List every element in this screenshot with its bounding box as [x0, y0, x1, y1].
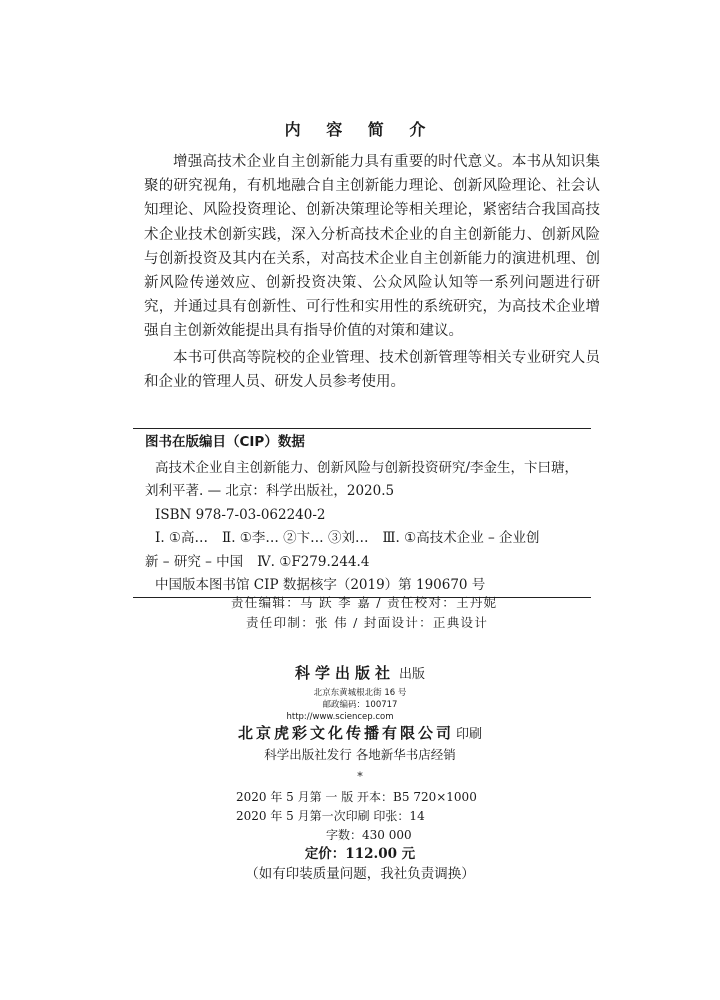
distribution-line: 科学出版社发行 各地新华书店经销: [264, 747, 456, 762]
intro-paragraph-2: 本书可供高等院校的企业管理、技术创新管理等相关专业研究人员和企业的管理人员、研发人员参考使用。: [144, 349, 600, 390]
cip-heading: 图书在版编目（CIP）数据: [145, 434, 305, 450]
publisher-block: [0, 662, 720, 723]
cip-class-a: Ⅰ. ①高…: [155, 530, 209, 547]
cip-class-cont: 新 – 研究 – 中国: [145, 553, 244, 570]
quality-note: （如有印装质量问题，我社负责调换）: [245, 866, 475, 882]
price: 定价：112.00 元: [304, 846, 416, 862]
publisher-url: http://www.sciencep.com: [286, 712, 394, 722]
cip-title-line: 高技术企业自主创新能力、创新风险与创新投资研究/李金生，卞曰瑭，: [155, 460, 579, 476]
edition-line-3: 字数：430 000: [326, 828, 412, 842]
intro-section: [144, 150, 600, 396]
cip-title-line-cont: 刘利平著. — 北京：科学出版社，2020.5: [145, 483, 395, 500]
edition-line-1: 2020 年 5 月第 一 版 开本：B5 720×1000: [236, 790, 477, 804]
edition-line-2: 2020 年 5 月第一次印刷 印张：14: [236, 809, 425, 823]
cip-check-number: 中国版本图书馆 CIP 数据核字（2019）第 190670 号: [155, 577, 486, 594]
publisher-postcode: 邮政编码：100717: [322, 700, 398, 710]
cip-classification: [133, 527, 591, 550]
cip-classification-cont: [133, 551, 591, 574]
publisher-suffix: 出版: [399, 667, 426, 682]
publisher-name: 科学出版社: [294, 664, 395, 682]
cip-class-c: Ⅲ. ①高技术企业 – 企业创: [382, 530, 540, 547]
cip-block: [133, 428, 591, 598]
intro-paragraph-1: 增强高技术企业自主创新能力具有重要的时代意义。本书从知识集聚的研究视角，有机地融合自主创新能力理论、创新风险理论、社会认知理论、风险投资理论、创新决策理论等相关理论，紧密结合我国高技术企业技术创新实践，深入分析高技术企业的自主创新能力、创新风险与创新投资及其内在关系，对高技术企业自主创新能力的演进机理、创新风险传递效应、创新投资决策、公众风险认知等一系列问题进行研究，并通过具有创新性、可行性和实用性的系统研究，为高技术企业增强自主创新效能提出具有指导价值的对策和建议。: [144, 154, 600, 340]
page-title: 内 容 简 介: [284, 120, 436, 139]
editors-line-2: 责任印制：张 伟 / 封面设计：正典设计: [246, 615, 489, 630]
separator-star: *: [357, 770, 363, 783]
cip-class-d: Ⅳ. ①F279.244.4: [257, 553, 370, 570]
cip-class-b: Ⅱ. ①李… ②卞… ③刘…: [222, 530, 369, 547]
printer-block: [0, 722, 720, 743]
editors-line-1: 责任编辑：马 跃 李 嘉 / 责任校对：王丹妮: [231, 595, 498, 610]
edition-block: [236, 788, 477, 845]
printer-suffix: 印刷: [456, 727, 483, 742]
cip-isbn: ISBN 978-7-03-062240-2: [155, 506, 326, 523]
printer-name: 北京虎彩文化传播有限公司: [237, 724, 454, 742]
publisher-address: 北京东黄城根北街 16 号: [313, 688, 407, 698]
